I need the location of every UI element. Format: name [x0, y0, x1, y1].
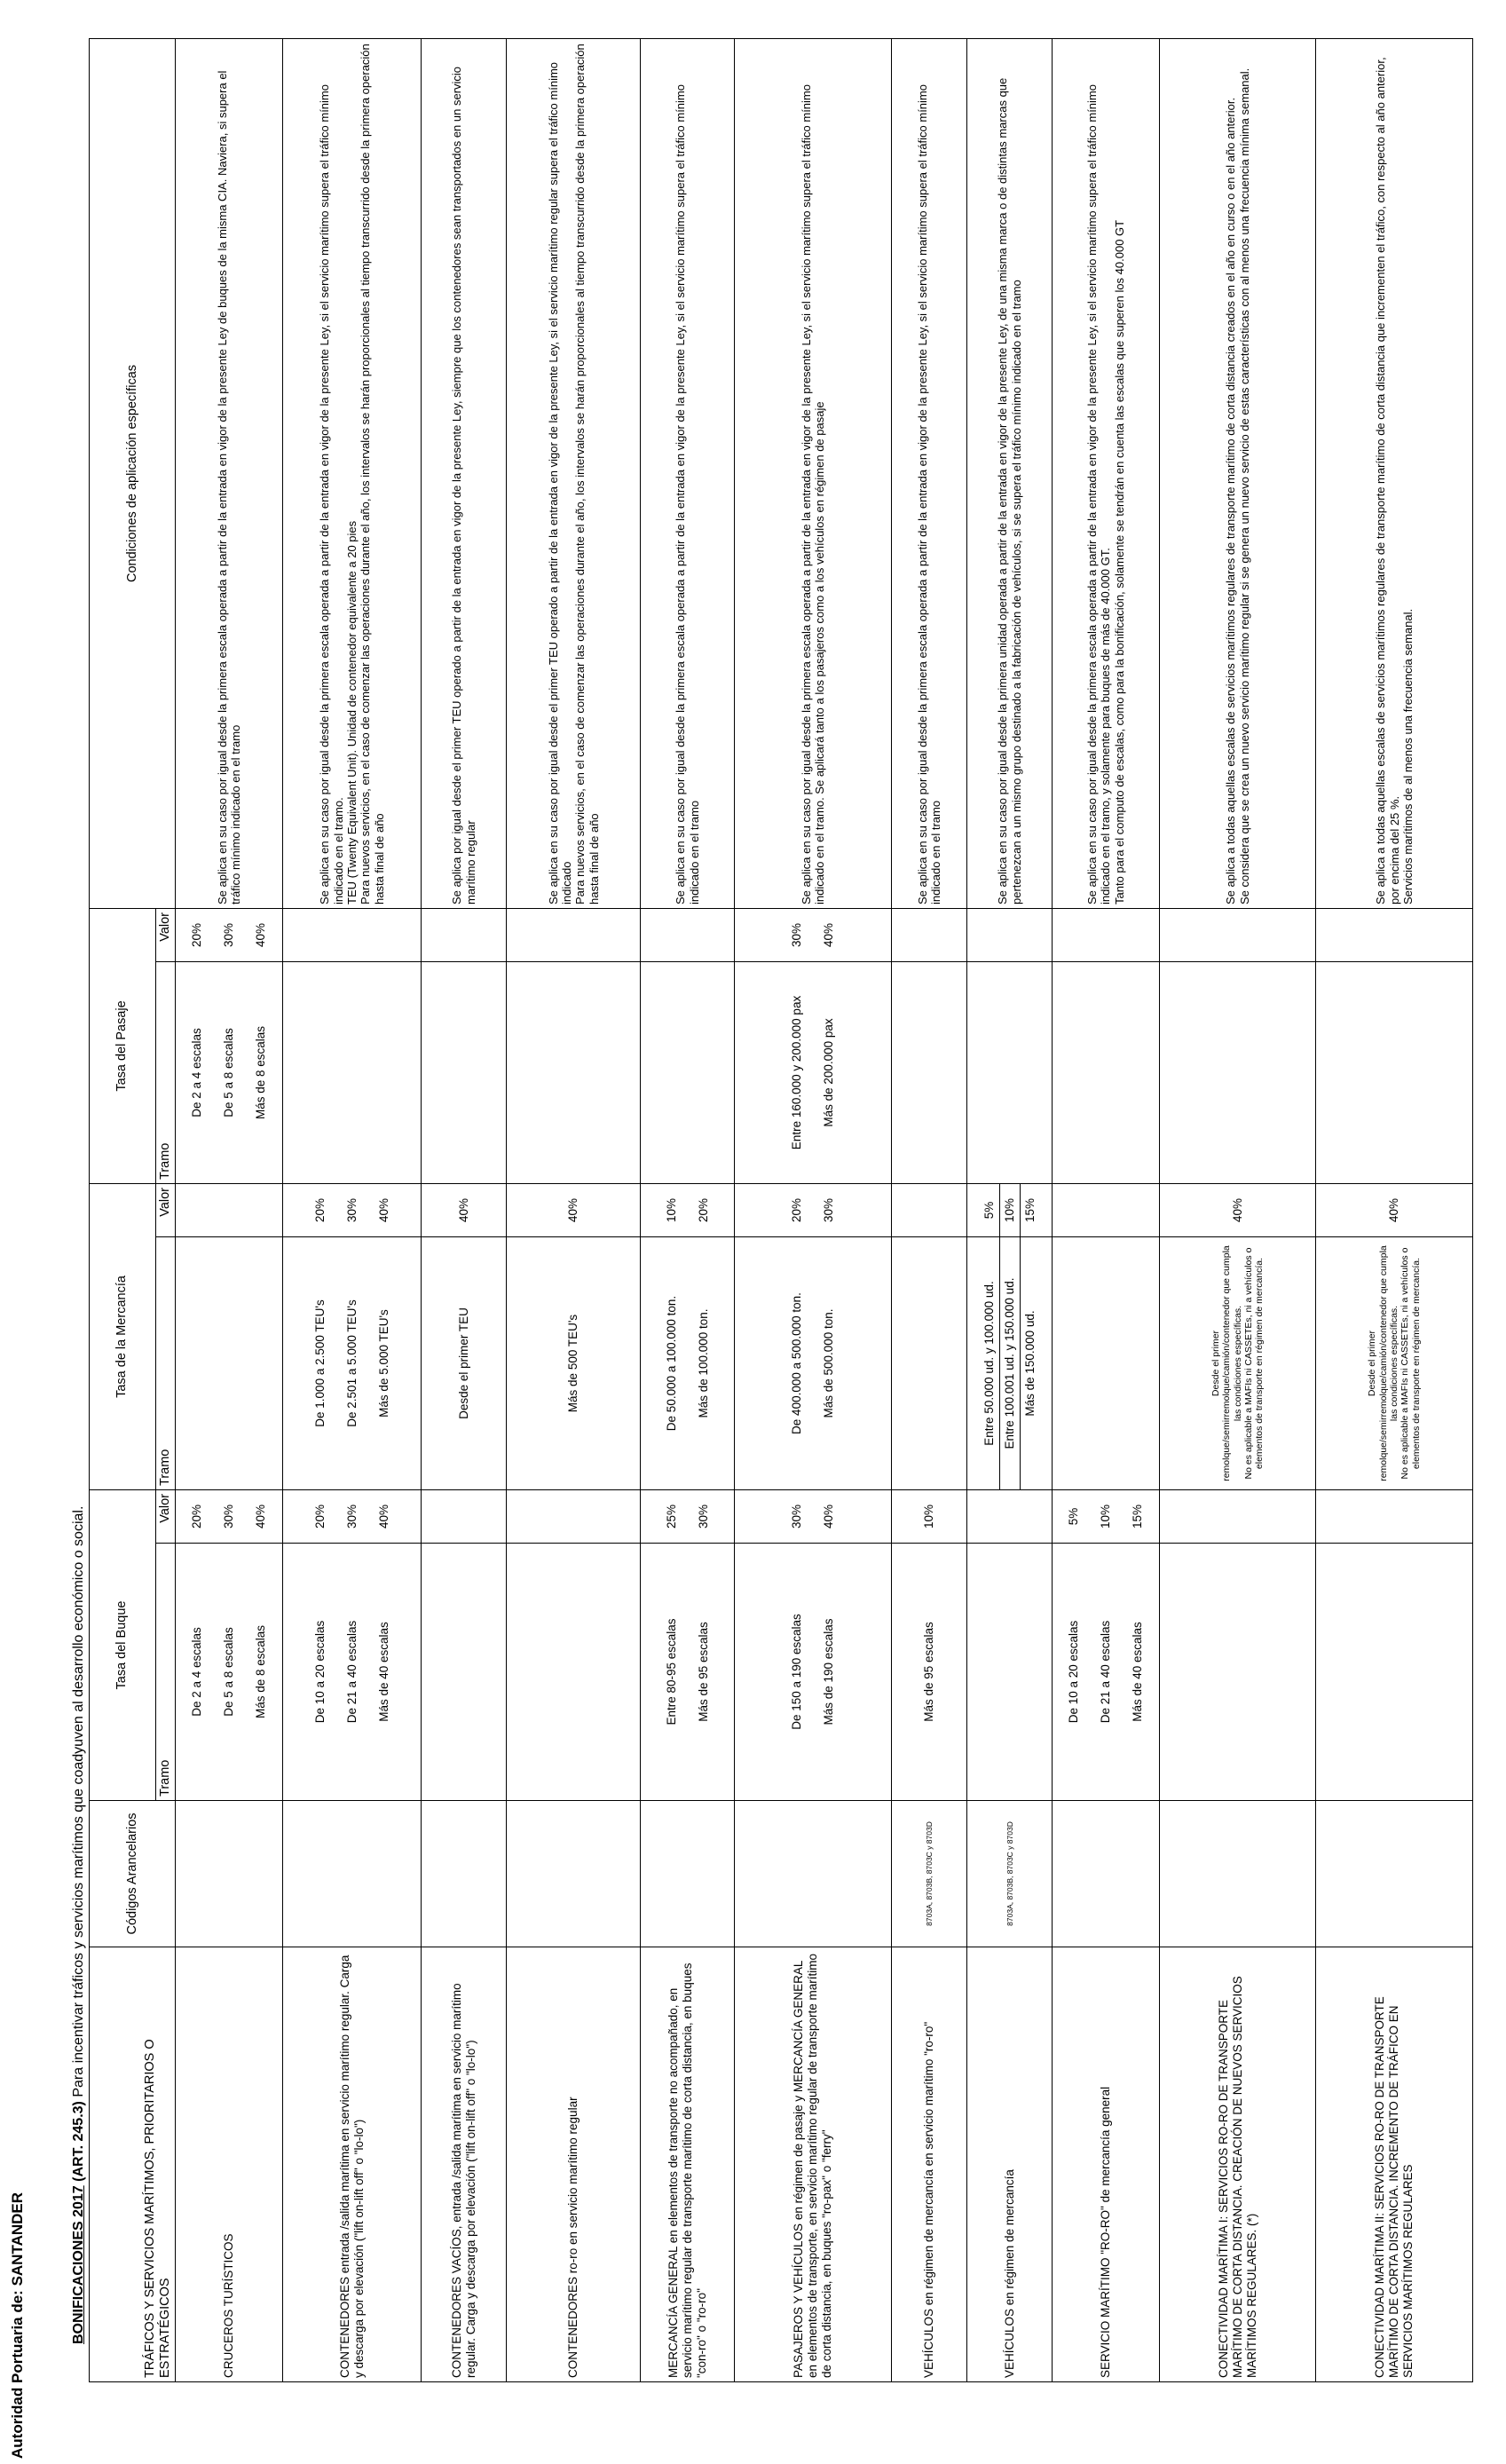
buque-tramo: De 21 a 40 escalas — [344, 1620, 359, 1724]
pasaje-valor: 40% — [254, 922, 268, 947]
table-body — [176, 38, 1473, 2381]
buque-valor: 40% — [821, 1504, 835, 1529]
table-row — [967, 38, 1053, 2381]
pasaje-tramo-cell — [422, 961, 507, 1183]
condiciones-cell: Se aplica en su caso por igual desde la primera escala operada a partir de la entrada en vigor de la presente Ley de buques de la misma CIA. Naviera, si supera el tráfico mínimo indicado en el tramo — [176, 38, 283, 908]
buque-valor-cell — [735, 1490, 891, 1544]
spacer — [682, 1184, 694, 1236]
pasaje-valor: 40% — [821, 922, 835, 947]
buque-tramo: De 10 a 20 escalas — [312, 1620, 327, 1724]
mercancia-tramo: Desde el primer remolque/semirremolque/camión/contenedor que cumpla las condiciones específicas. No es aplicable a MAFIs ni CASSETEs, ni a vehículos o elementos de transporte en régimen de mercancía. — [1367, 1245, 1422, 1481]
pasaje-valor-cell — [1160, 908, 1316, 961]
spacer — [807, 1184, 819, 1236]
buque-tramo: De 5 a 8 escalas — [222, 1627, 236, 1717]
pasaje-valor-cell — [507, 908, 641, 961]
mercancia-valor-cell — [891, 1183, 967, 1236]
mercancia-valor: 30% — [821, 1197, 835, 1223]
mercancia-valor: 40% — [1387, 1197, 1401, 1223]
spacer — [239, 962, 251, 1183]
pasaje-valor-cell — [735, 908, 891, 961]
buque-tramo: De 21 a 40 escalas — [1099, 1620, 1113, 1724]
spacer — [239, 909, 251, 961]
condiciones-cell: Se aplica por igual desde el primer TEU operado a partir de la entrada en vigor de la presente Ley, siempre que los contenedores sean transportados en un servicio marítimo regular — [422, 38, 507, 908]
table-row — [422, 38, 507, 2381]
pasaje-valor-cell — [422, 908, 507, 961]
mercancia-valor: 20% — [312, 1197, 327, 1223]
mercancia-tramo: De 400.000 a 500.000 ton. — [789, 1292, 803, 1434]
spacer — [207, 962, 219, 1183]
buque-valor: 40% — [254, 1504, 268, 1529]
header-buque-valor: Valor — [156, 1490, 176, 1544]
condiciones-cell: Se aplica a todas aquellas escalas de servicios marítimos regulares de transporte marítimo de corta distancia creados en el año en curso o en el año anterior. Se considera que se crea un nuevo servicio marítimo regular si se genera un nuevo servicio de estas características con al menos una frecuencia mínima semanal. — [1160, 38, 1316, 908]
condiciones-cell: Se aplica en su caso por igual desde la primera escala operada a partir de la entrada en vigor de la presente Ley, si el servicio marítimo supera el tráfico mínimo indicado en el tramo — [891, 38, 967, 908]
table-row — [176, 38, 283, 2381]
table-row — [641, 38, 735, 2381]
header-traficos: TRÁFICOS Y SERVICIOS MARÍTIMOS, PRIORITARIOS O ESTRATÉGICOS — [90, 1947, 176, 2382]
mercancia-tramo-cell — [283, 1237, 422, 1490]
mercancia-tramo-cell — [641, 1237, 735, 1490]
mercancia-tramo: Más de 150.000 ud. — [1022, 1310, 1037, 1417]
pasaje-tramo-cell — [176, 961, 283, 1183]
mercancia-tramo-cell — [1053, 1237, 1160, 1490]
condiciones-cell: Se aplica en su caso por igual desde la primera escala operada a partir de la entrada en vigor de la presente Ley, si el servicio marítimo supera el tráfico mínimo indicado en el tramo. Se aplicará tanto a los pasajeros como a los vehículos en régimen de pasaje — [735, 38, 891, 908]
buque-tramo: De 150 a 190 escalas — [789, 1614, 803, 1730]
title-article: (ART. 245.3) — [71, 2101, 86, 2182]
codigos-cell — [176, 1801, 283, 1947]
mercancia-valor: 15% — [1022, 1197, 1037, 1223]
mercancia-valor-cell — [1160, 1183, 1316, 1236]
trafico-cell: SERVICIO MARÍTIMO "RO-RO" de mercancía general — [1053, 1947, 1160, 2382]
spacer — [207, 1490, 219, 1543]
port-authority-label: Autoridad Portuaria de: SANTANDER — [9, 2192, 26, 2459]
pasaje-tramo: Entre 160.000 y 200.000 pax — [789, 995, 803, 1150]
mercancia-valor: 5% — [980, 1184, 1000, 1236]
header-tasa-mercancia: Tasa de la Mercancía — [90, 1183, 156, 1489]
buque-tramo-cell — [507, 1544, 641, 1801]
mercancia-valor: 30% — [344, 1197, 359, 1223]
buque-valor: 10% — [921, 1504, 935, 1529]
trafico-cell: CRUCEROS TURÍSTICOS — [176, 1947, 283, 2382]
buque-valor-cell — [422, 1490, 507, 1544]
pasaje-tramo-cell — [967, 961, 1053, 1183]
spacer — [362, 1490, 375, 1543]
table-row — [1316, 38, 1473, 2381]
buque-tramo: De 10 a 20 escalas — [1067, 1620, 1081, 1724]
buque-tramo-cell — [176, 1544, 283, 1801]
codigos-cell — [1053, 1801, 1160, 1947]
pasaje-valor-cell — [641, 908, 735, 961]
codigos-cell — [1316, 1801, 1473, 1947]
pasaje-tramo: De 5 a 8 escalas — [222, 1028, 236, 1117]
pasaje-tramo-cell — [1316, 961, 1473, 1183]
pasaje-tramo: Más de 8 escalas — [254, 1025, 268, 1120]
trafico-cell: CONTENEDORES entrada /salida marítima en servicio marítimo regular. Carga y descarga por elevación ("lift on-lift off" o "lo-lo") — [283, 1947, 422, 2382]
header-pasaje-tramo: Tramo — [156, 961, 176, 1183]
codigos-cell — [283, 1801, 422, 1947]
buque-valor-cell — [891, 1490, 967, 1544]
buque-tramo-cell — [967, 1544, 1053, 1801]
buque-tramo: Más de 40 escalas — [1131, 1622, 1144, 1722]
buque-valor: 15% — [1131, 1504, 1144, 1529]
buque-tramo: Más de 95 escalas — [696, 1622, 710, 1722]
document-title — [71, 1506, 87, 2344]
buque-valor: 30% — [696, 1504, 710, 1529]
buque-valor-cell — [1316, 1490, 1473, 1544]
mercancia-tramo: Más de 500.000 ton. — [821, 1308, 835, 1418]
spacer — [362, 1544, 375, 1800]
mercancia-tramo: De 1.000 a 2.500 TEU's — [312, 1299, 327, 1427]
trafico-cell: CONECTIVIDAD MARÍTIMA II: SERVICIOS RO-RO DE TRANSPORTE MARÍTIMO DE CORTA DISTANCIA. INCREMENTO DE TRÁFICO EN SERVICIOS MARÍTIMOS REGULARES — [1316, 1947, 1473, 2382]
buque-valor-cell — [641, 1490, 735, 1544]
mercancia-valor: 40% — [566, 1197, 580, 1223]
buque-valor: 30% — [344, 1504, 359, 1529]
mercancia-valor-cell — [283, 1183, 422, 1236]
header-buque-tramo: Tramo — [156, 1544, 176, 1801]
mercancia-valor: 40% — [456, 1197, 470, 1223]
pasaje-tramo: De 2 a 4 escalas — [190, 1028, 204, 1117]
spacer — [330, 1544, 343, 1800]
buque-tramo: Entre 80-95 escalas — [664, 1618, 678, 1726]
header-mercancia-valor: Valor — [156, 1183, 176, 1236]
codigos-cell — [507, 1801, 641, 1947]
codigos-cell — [1160, 1801, 1316, 1947]
spacer — [1116, 1544, 1128, 1800]
header-codigos: Códigos Arancelarios — [90, 1801, 176, 1947]
condiciones-cell: Se aplica en su caso por igual desde la primera unidad operada a partir de la entrada en vigor de la presente Ley, de una misma marca o de distintas marcas que pertenezcan a un mismo grupo destinado a la fabricación de vehículos, si se supera el tráfico mínimo indicado en el tramo — [967, 38, 1053, 908]
spacer — [330, 1237, 343, 1489]
buque-valor: 10% — [1099, 1504, 1113, 1529]
pasaje-tramo-cell — [735, 961, 891, 1183]
buque-tramo-cell — [1160, 1544, 1316, 1801]
buque-tramo: De 2 a 4 escalas — [190, 1627, 204, 1717]
spacer — [807, 909, 819, 961]
trafico-cell: PASAJEROS Y VEHÍCULOS en régimen de pasaje y MERCANCÍA GENERAL en elementos de transporte, en servicio marítimo regular de transporte marítimo de corta distancia, en buques "ro-pax" o "ferry" — [735, 1947, 891, 2382]
spacer — [682, 1237, 694, 1489]
buque-tramo: Más de 8 escalas — [254, 1624, 268, 1719]
mercancia-tramo-cell — [507, 1237, 641, 1490]
pasaje-tramo: Más de 200.000 pax — [821, 1018, 835, 1127]
trafico-cell: CONECTIVIDAD MARÍTIMA I: SERVICIOS RO-RO DE TRANSPORTE MARÍTIMO DE CORTA DISTANCIA. CREACIÓN DE NUEVOS SERVICIOS MARÍTIMOS REGULARES. (*) — [1160, 1947, 1316, 2382]
header-tasa-buque: Tasa del Buque — [90, 1490, 156, 1801]
mercancia-valor-cell — [1316, 1183, 1473, 1236]
pasaje-tramo-cell — [1160, 961, 1316, 1183]
buque-valor-cell — [283, 1490, 422, 1544]
mercancia-tramo: Entre 50.000 ud. y 100.000 ud. — [980, 1237, 1000, 1489]
spacer — [1116, 1490, 1128, 1543]
condiciones-cell: Se aplica en su caso por igual desde la primera escala operada a partir de la entrada en vigor de la presente Ley, si el servicio marítimo supera el tráfico mínimo indicado en el tramo — [641, 38, 735, 908]
trafico-cell: CONTENEDORES VACÍOS, entrada /salida marítima en servicio marítimo regular. Carga y descarga por elevación ("lift on-lift off" o "lo-lo") — [422, 1947, 507, 2382]
buque-valor: 5% — [1067, 1507, 1081, 1526]
mercancia-valor-cell — [1053, 1183, 1160, 1236]
codigos-cell: 8703A, 8703B, 8703C y 8703D — [891, 1801, 967, 1947]
buque-tramo: Más de 95 escalas — [921, 1622, 935, 1722]
spacer — [807, 1544, 819, 1800]
mercancia-valor: 20% — [696, 1197, 710, 1223]
spacer — [1084, 1490, 1096, 1543]
spacer — [807, 962, 819, 1183]
mercancia-valor: 40% — [1230, 1197, 1244, 1223]
mercancia-tramo-cell — [422, 1237, 507, 1490]
codigos-cell — [735, 1801, 891, 1947]
buque-valor: 30% — [222, 1504, 236, 1529]
buque-tramo: Más de 40 escalas — [376, 1622, 390, 1722]
mercancia-valor-cell — [507, 1183, 641, 1236]
spacer — [207, 909, 219, 961]
table-row — [283, 38, 422, 2381]
mercancia-tramo-cell — [891, 1237, 967, 1490]
condiciones-cell: Se aplica en su caso por igual desde el primer TEU operado a partir de la entrada en vigor de la presente Ley, si el servicio marítimo regular supera el tráfico mínimo indicado Para nuevos servicios, en el caso de comenzar las operaciones durante el año, los intervalos se harán proporcionales al tiempo transcurrido desde la primera operación hasta final de año — [507, 38, 641, 908]
mercancia-valor: 20% — [789, 1197, 803, 1223]
spacer — [330, 1184, 343, 1236]
pasaje-valor-cell — [1053, 908, 1160, 961]
pasaje-tramo-cell — [507, 961, 641, 1183]
spacer — [1084, 1544, 1096, 1800]
mercancia-valor-cell — [641, 1183, 735, 1236]
header-tasa-pasaje: Tasa del Pasaje — [90, 908, 156, 1183]
mercancia-valor: 40% — [376, 1197, 390, 1223]
buque-valor: 20% — [190, 1504, 204, 1529]
pasaje-valor: 20% — [190, 922, 204, 947]
table-row — [1160, 38, 1316, 2381]
buque-valor-cell — [507, 1490, 641, 1544]
mercancia-valor: 10% — [664, 1197, 678, 1223]
pasaje-valor-cell — [176, 908, 283, 961]
spacer — [682, 1544, 694, 1800]
pasaje-valor-cell — [283, 908, 422, 961]
buque-valor-cell — [176, 1490, 283, 1544]
buque-tramo: Más de 190 escalas — [821, 1618, 835, 1726]
mercancia-tramo: Más de 100.000 ton. — [696, 1308, 710, 1418]
mercancia-valor-cell — [967, 1183, 1053, 1236]
trafico-cell: VEHÍCULOS en régimen de mercancía en servicio marítimo "ro-ro" — [891, 1947, 967, 2382]
mercancia-tramo: De 2.501 a 5.000 TEU's — [344, 1299, 359, 1427]
pasaje-tramo-cell — [1053, 961, 1160, 1183]
header-condiciones: Condiciones de aplicación específicas — [90, 38, 176, 908]
mercancia-tramo: Más de 500 TEU's — [566, 1314, 580, 1413]
pasaje-valor-cell — [1316, 908, 1473, 961]
mercancia-tramo-cell — [1316, 1237, 1473, 1490]
buque-valor-cell — [967, 1490, 1053, 1544]
condiciones-cell: Se aplica en su caso por igual desde la primera escala operada a partir de la entrada en vigor de la presente Ley, si el servicio marítimo supera el tráfico mínimo indicado en el tramo, y solamente para buques de más de 40.000 GT. Tanto para el computo de escalas, como para la bonificación, solamente se tendrán en cuenta las escalas que superen los 40.000 GT — [1053, 38, 1160, 908]
pasaje-tramo-cell — [891, 961, 967, 1183]
table-row — [891, 38, 967, 2381]
codigos-cell: 8703A, 8703B, 8703C y 8703D — [967, 1801, 1053, 1947]
mercancia-tramo-cell — [176, 1237, 283, 1490]
pasaje-valor-cell — [891, 908, 967, 961]
buque-tramo-cell — [283, 1544, 422, 1801]
buque-tramo-cell — [891, 1544, 967, 1801]
pasaje-valor: 30% — [222, 922, 236, 947]
condiciones-cell: Se aplica a todas aquellas escalas de servicios marítimos regulares de transporte marítimo de corta distancia que incrementen el tráfico, con respecto al año anterior, por encima del 25 %. Servicios marítimos de al menos una frecuencia semanal. — [1316, 38, 1473, 908]
table-row — [507, 38, 641, 2381]
spacer — [330, 1490, 343, 1543]
buque-tramo-cell — [422, 1544, 507, 1801]
buque-valor: 20% — [312, 1504, 327, 1529]
table-row — [735, 38, 891, 2381]
table-row — [1053, 38, 1160, 2381]
spacer — [362, 1237, 375, 1489]
buque-valor: 30% — [789, 1504, 803, 1529]
buque-tramo-cell — [1053, 1544, 1160, 1801]
mercancia-tramo: De 50.000 a 100.000 ton. — [664, 1295, 678, 1432]
mercancia-valor-cell — [735, 1183, 891, 1236]
spacer — [682, 1490, 694, 1543]
spacer — [239, 1544, 251, 1800]
mercancia-valor-cell — [422, 1183, 507, 1236]
mercancia-valor: 10% — [1000, 1184, 1021, 1236]
mercancia-tramo-cell — [967, 1237, 1053, 1490]
pasaje-tramo-cell — [283, 961, 422, 1183]
mercancia-valor-cell — [176, 1183, 283, 1236]
spacer — [207, 1544, 219, 1800]
trafico-cell: CONTENEDORES ro-ro en servicio marítimo regular — [507, 1947, 641, 2382]
spacer — [807, 1237, 819, 1489]
spacer — [362, 1184, 375, 1236]
spacer — [807, 1490, 819, 1543]
title-description: Para incentivar tráficos y servicios marítimos que coadyuven al desarrollo económico o social. — [71, 1505, 86, 2097]
header-mercancia-tramo: Tramo — [156, 1237, 176, 1490]
pasaje-tramo-cell — [641, 961, 735, 1183]
mercancia-tramo: Desde el primer TEU — [456, 1307, 470, 1419]
buque-tramo-cell — [641, 1544, 735, 1801]
spacer — [239, 1490, 251, 1543]
pasaje-valor-cell — [967, 908, 1053, 961]
mercancia-tramo: Entre 100.001 ud. y 150.000 ud. — [1000, 1237, 1021, 1489]
buque-valor: 40% — [376, 1504, 390, 1529]
trafico-cell: VEHÍCULOS en régimen de mercancía — [967, 1947, 1053, 2382]
codigos-cell — [422, 1801, 507, 1947]
mercancia-tramo: Desde el primer remolque/semirremolque/camión/contenedor que cumpla las condiciones específicas. No es aplicable a MAFIs ni CASSETEs, ni a vehículos o elementos de transporte en régimen de mercancía. — [1210, 1245, 1266, 1481]
buque-valor: 25% — [664, 1504, 678, 1529]
codigos-cell — [641, 1801, 735, 1947]
bonificaciones-table — [89, 38, 1473, 2382]
pasaje-valor: 30% — [789, 922, 803, 947]
buque-tramo-cell — [1316, 1544, 1473, 1801]
mercancia-tramo-cell — [1160, 1237, 1316, 1490]
trafico-cell: MERCANCÍA GENERAL en elementos de transporte no acompañado, en servicio marítimo regular de transporte marítimo de corta distancia, en buques "con-ro" o "ro-ro" — [641, 1947, 735, 2382]
title-bonificaciones: BONIFICACIONES 2017 — [71, 2185, 86, 2344]
mercancia-tramo: Más de 5.000 TEU's — [376, 1309, 390, 1418]
header-pasaje-valor: Valor — [156, 908, 176, 961]
buque-tramo-cell — [735, 1544, 891, 1801]
buque-valor-cell — [1053, 1490, 1160, 1544]
condiciones-cell: Se aplica en su caso por igual desde la primera escala operada a partir de la entrada en vigor de la presente Ley, si el servicio marítimo supera el tráfico mínimo indicado en el tramo. TEU (Twenty Equivalent Unit). Unidad de contenedor equivalente a 20 pies Para nuevos servicios, en el caso de comenzar las operaciones durante el año, los intervalos se harán proporcionales al tiempo transcurrido desde la primera operación hasta final de año — [283, 38, 422, 908]
buque-valor-cell — [1160, 1490, 1316, 1544]
mercancia-tramo-cell — [735, 1237, 891, 1490]
